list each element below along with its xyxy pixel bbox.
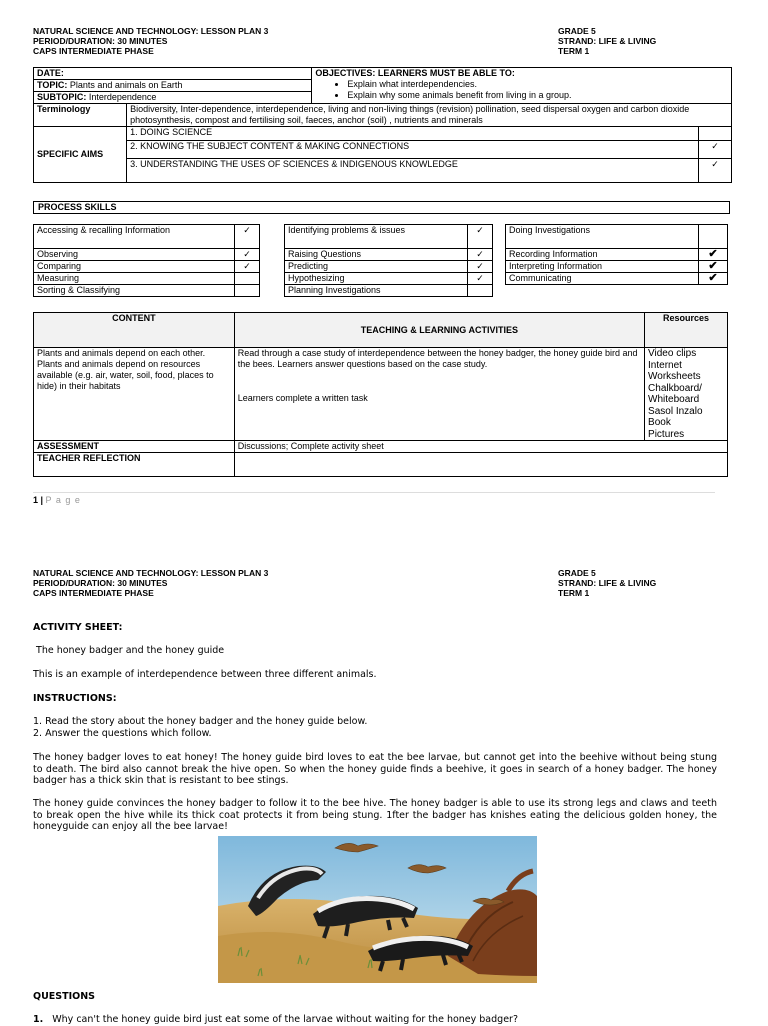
skill-check: ✓	[468, 273, 493, 285]
header-phase: CAPS INTERMEDIATE PHASE	[33, 46, 154, 56]
skill-label: Hypothesizing	[285, 273, 468, 285]
process-skills-title: PROCESS SKILLS	[33, 201, 730, 214]
footer-divider	[33, 492, 715, 493]
resource-item: Book	[648, 417, 671, 428]
activity-1: Read through a case study of interdependence between the honey badger, the honey guide bird and the bees. Learners answer questions based on the case study.	[237, 348, 638, 369]
aim-1-check	[698, 127, 731, 141]
objectives-cell	[312, 68, 732, 104]
page-footer	[33, 495, 81, 505]
skill-check: ✓	[235, 261, 260, 273]
process-skills-col1	[33, 224, 260, 297]
process-skills-col2	[284, 224, 493, 297]
activities-cell	[234, 348, 644, 441]
skill-check	[699, 225, 728, 249]
skill-label: Accessing & recalling Information	[34, 225, 235, 249]
skill-label: Interpreting Information	[506, 261, 699, 273]
skill-check: ✓	[468, 225, 493, 249]
page2-header-left	[33, 568, 268, 598]
subtopic-cell	[34, 92, 312, 104]
instruction-item: 1. Read the story about the honey badger and the honey guide below.	[33, 716, 368, 727]
page1-header-left	[33, 26, 268, 56]
skill-label: Recording Information	[506, 249, 699, 261]
topic-value: Plants and animals on Earth	[67, 80, 183, 90]
subtopic-label: SUBTOPIC:	[37, 92, 87, 102]
subtopic-value: Interdependence	[86, 92, 157, 102]
instructions-title: INSTRUCTIONS:	[33, 693, 117, 704]
objective-item: • Explain why some animals benefit from living in a group.	[347, 90, 728, 101]
objective-item: • Explain what interdependencies.	[347, 79, 728, 90]
reflection-value	[234, 453, 727, 477]
topic-cell	[34, 80, 312, 92]
check-mark: ✓	[698, 141, 731, 159]
skill-check: ✓	[235, 225, 260, 249]
assessment-value: Discussions; Complete activity sheet	[234, 441, 727, 453]
content-text: Plants and animals depend on each other. Plants and animals depend on resources available (e.g. air, water, soil, food, places to hide) in their habitats	[34, 348, 235, 441]
date-cell: DATE:	[34, 68, 312, 80]
page2-header-right	[558, 568, 656, 598]
header-term: TERM 1	[558, 46, 590, 56]
page-sep: |	[38, 495, 46, 505]
skill-check: ✔	[699, 273, 728, 285]
header-grade: GRADE 5	[558, 26, 596, 36]
content-activities-table	[33, 312, 728, 477]
empty-cell	[699, 285, 728, 296]
skill-check: ✓	[468, 249, 493, 261]
activity-intro: This is an example of interdependence between three different animals.	[33, 669, 377, 680]
content-header: CONTENT	[34, 313, 235, 348]
resource-item: Worksheets	[648, 371, 701, 382]
skill-label: Measuring	[34, 273, 235, 285]
activity-title: ACTIVITY SHEET:	[33, 622, 123, 633]
skill-label: Predicting	[285, 261, 468, 273]
page-number: 1	[33, 495, 39, 505]
honey-badger-illustration	[218, 836, 537, 983]
resources-cell	[645, 348, 728, 441]
skill-check: ✔	[699, 249, 728, 261]
skill-check	[235, 285, 260, 297]
resources-header: Resources	[645, 313, 728, 348]
skill-label: Raising Questions	[285, 249, 468, 261]
resource-item: Chalkboard/	[648, 382, 702, 394]
objectives-title: OBJECTIVES: LEARNERS MUST BE ABLE TO:	[315, 68, 515, 78]
skill-check: ✓	[235, 249, 260, 261]
process-skills-col3	[505, 224, 728, 295]
header-strand: STRAND: LIFE & LIVING	[558, 578, 657, 588]
header-subject: NATURAL SCIENCE AND TECHNOLOGY: LESSON PLAN 3	[33, 26, 269, 36]
skill-check: ✔	[699, 261, 728, 273]
aim-3: 3. UNDERSTANDING THE USES OF SCIENCES & INDIGENOUS KNOWLEDGE	[127, 159, 699, 183]
lesson-info-table	[33, 67, 732, 183]
header-duration: PERIOD/DURATION: 30 MINUTES	[33, 36, 168, 46]
page1-header-right	[558, 26, 656, 56]
skill-check	[235, 273, 260, 285]
skill-label: Communicating	[506, 273, 699, 285]
header-subject: NATURAL SCIENCE AND TECHNOLOGY: LESSON PLAN 3	[33, 568, 269, 578]
question-text: Why can't the honey guide bird just eat some of the larvae without waiting for the honey badger?	[52, 1014, 518, 1025]
assessment-label: ASSESSMENT	[34, 441, 235, 453]
resource-item: Sasol Inzalo	[648, 405, 703, 417]
resource-item: Pictures	[648, 428, 685, 440]
specific-aims-label: SPECIFIC AIMS	[34, 127, 127, 183]
story-paragraph-1: The honey badger loves to eat honey! The honey guide bird loves to eat the bee larvae, but cannot get into the beehive without being stung to death. The bird also cannot break the hive open. So when the honey guide finds a beehive, it goes in search of a honey badger. The honey badger has a thick skin that is resistant to bee stings.	[33, 752, 717, 786]
empty-cell	[506, 285, 699, 296]
skill-label: Observing	[34, 249, 235, 261]
resource-item: Internet	[648, 359, 682, 371]
skill-check	[468, 285, 493, 297]
header-phase: CAPS INTERMEDIATE PHASE	[33, 588, 154, 598]
story-paragraph-2: The honey guide convinces the honey badger to follow it to the bee hive. The honey badger is able to use its strong legs and claws and teeth to break open the hive while its thick coat protects it from being stung. 1fter the badger has knishes eating the delicious golden honey, the honeyguide can enjoy all the bee larvae!	[33, 798, 717, 832]
resource-item: Video clips	[648, 348, 697, 359]
aim-1: 1. DOING SCIENCE	[127, 127, 699, 141]
skill-label: Doing Investigations	[506, 225, 699, 249]
skill-label: Identifying problems & issues	[285, 225, 468, 249]
header-strand: STRAND: LIFE & LIVING	[558, 36, 657, 46]
instruction-item: 2. Answer the questions which follow.	[33, 727, 212, 739]
activity-subtitle: The honey badger and the honey guide	[33, 645, 225, 656]
skill-check: ✓	[468, 261, 493, 273]
question-number: 1.	[33, 1014, 44, 1025]
activities-header: TEACHING & LEARNING ACTIVITIES	[234, 313, 644, 348]
skill-label: Planning Investigations	[285, 285, 468, 297]
skill-label: Comparing	[34, 261, 235, 273]
check-mark: ✓	[698, 159, 731, 183]
resource-item: Whiteboard	[648, 394, 700, 405]
terminology-label: Terminology	[34, 104, 127, 127]
instructions-list	[33, 716, 367, 739]
header-grade: GRADE 5	[558, 568, 596, 578]
questions-title: QUESTIONS	[33, 991, 96, 1002]
reflection-label: TEACHER REFLECTION	[34, 453, 235, 477]
objectives-list	[315, 79, 728, 101]
spacer	[238, 370, 641, 393]
activity-2: Learners complete a written task	[237, 393, 368, 403]
aim-2: 2. KNOWING THE SUBJECT CONTENT & MAKING CONNECTIONS	[127, 141, 699, 159]
page-word: P a g e	[45, 495, 81, 505]
terminology-value: Biodiversity, Inter-dependence, interdependence, living and non-living things (revision) pollination, seed dispersal oxygen and carbon dioxide photosynthesis, compost and fertilising soil, faeces, anchor (soil) , nutrients and minerals	[127, 104, 732, 127]
skill-label: Sorting & Classifying	[34, 285, 235, 297]
header-duration: PERIOD/DURATION: 30 MINUTES	[33, 578, 168, 588]
header-term: TERM 1	[558, 588, 590, 598]
topic-label: TOPIC:	[37, 80, 68, 90]
